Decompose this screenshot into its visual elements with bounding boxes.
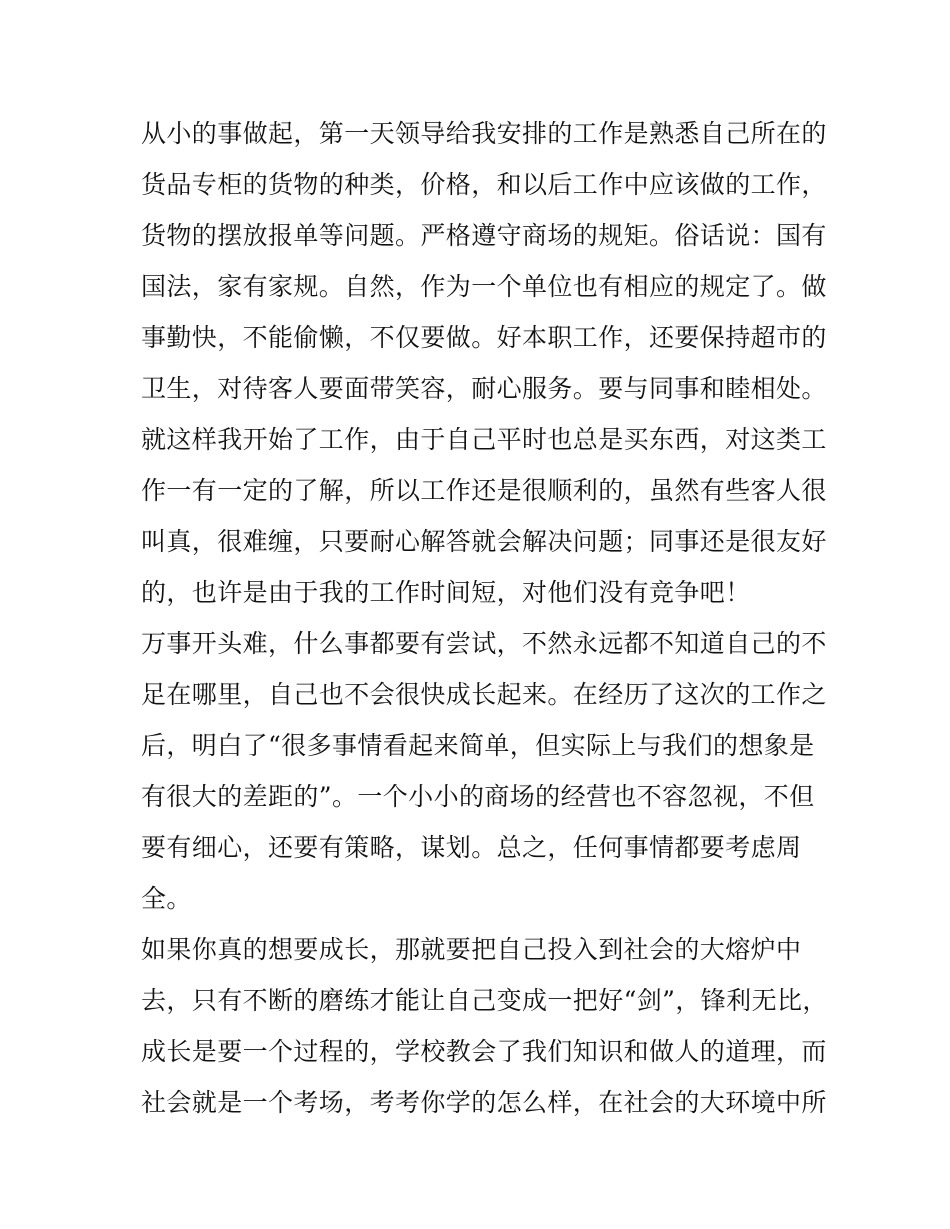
text-line: 足在哪里，自己也不会很快成长起来。在经历了这次的工作之 bbox=[141, 680, 827, 709]
text-line: 国法，家有家规。自然，作为一个单位也有相应的规定了。做 bbox=[141, 272, 827, 301]
text-line: 从小的事做起，第一天领导给我安排的工作是熟悉自己所在的 bbox=[141, 119, 827, 148]
body-text bbox=[141, 108, 828, 1128]
text-line: 的，也许是由于我的工作时间短，对他们没有竞争吧！ bbox=[141, 578, 751, 607]
text-line: 万事开头难，什么事都要有尝试，不然永远都不知道自己的不 bbox=[141, 629, 827, 658]
text-line: 如果你真的想要成长，那就要把自己投入到社会的大熔炉中 bbox=[141, 935, 802, 964]
text-line: 要有细心，还要有策略，谋划。总之，任何事情都要考虑周 bbox=[141, 833, 802, 862]
text-line: 社会就是一个考场，考考你学的怎么样，在社会的大环境中所 bbox=[141, 1088, 827, 1117]
text-line: 后，明白了“很多事情看起来简单，但实际上与我们的想象是 bbox=[141, 731, 815, 760]
text-line: 卫生，对待客人要面带笑容，耐心服务。要与同事和睦相处。 bbox=[141, 374, 827, 403]
text-line: 全。 bbox=[141, 884, 192, 913]
text-line: 去，只有不断的磨练才能让自己变成一把好“剑”，锋利无比， bbox=[141, 986, 828, 1015]
text-line: 就这样我开始了工作，由于自己平时也总是买东西，对这类工 bbox=[141, 425, 827, 454]
text-line: 有很大的差距的”。一个小小的商场的经营也不容忽视，不但 bbox=[141, 782, 815, 811]
text-line: 事勤快，不能偷懒，不仅要做。好本职工作，还要保持超市的 bbox=[141, 323, 827, 352]
text-line: 成长是要一个过程的，学校教会了我们知识和做人的道理，而 bbox=[141, 1037, 827, 1066]
text-line: 作一有一定的了解，所以工作还是很顺利的，虽然有些客人很 bbox=[141, 476, 827, 505]
text-line: 货品专柜的货物的种类，价格，和以后工作中应该做的工作， bbox=[141, 170, 827, 199]
text-line: 货物的摆放报单等问题。严格遵守商场的规矩。俗话说：国有 bbox=[141, 221, 827, 250]
text-line: 叫真，很难缠，只要耐心解答就会解决问题；同事还是很友好 bbox=[141, 527, 827, 556]
